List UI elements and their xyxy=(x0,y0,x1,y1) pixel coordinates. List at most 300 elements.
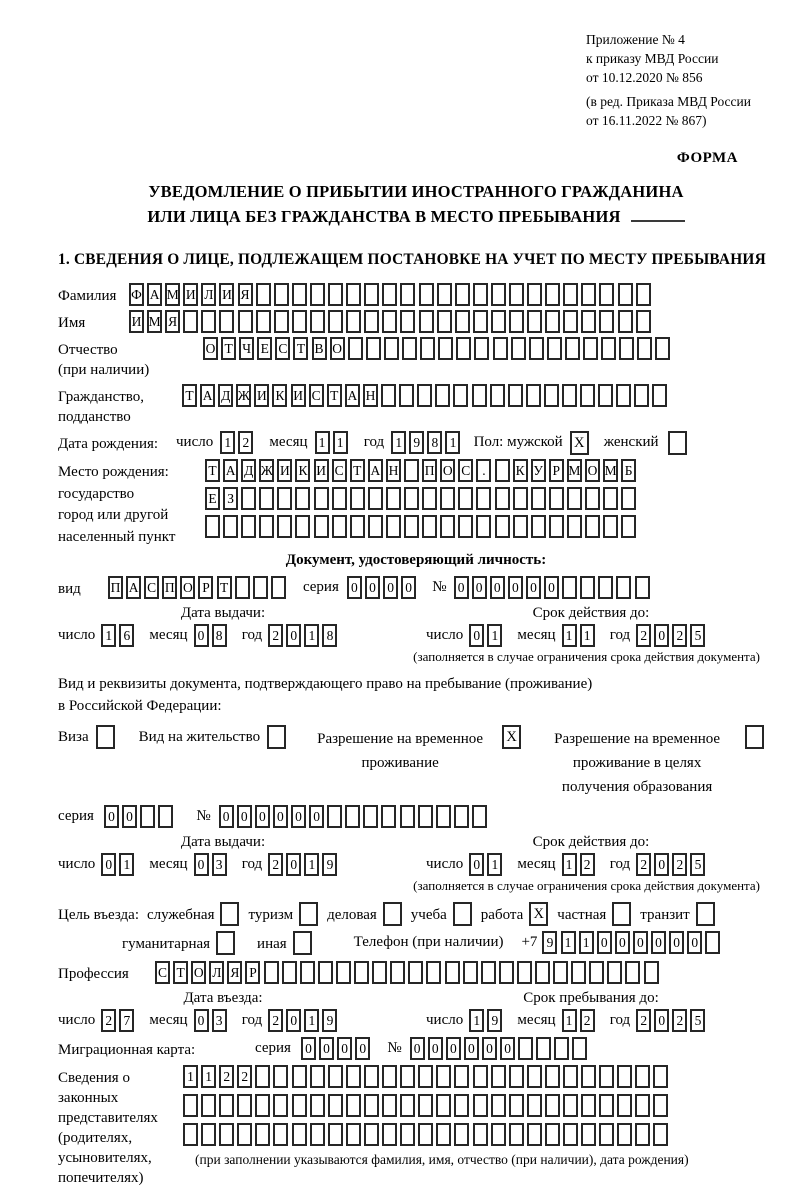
temp-residence-checkbox[interactable]: X xyxy=(502,725,521,749)
char-box[interactable] xyxy=(563,1123,578,1146)
char-box[interactable] xyxy=(549,515,564,538)
char-box[interactable] xyxy=(527,1065,542,1088)
char-box[interactable]: И xyxy=(219,283,234,306)
char-box[interactable] xyxy=(581,1123,596,1146)
char-box[interactable] xyxy=(292,1065,307,1088)
char-box[interactable] xyxy=(436,805,451,828)
char-box[interactable] xyxy=(348,337,363,360)
char-box[interactable] xyxy=(310,283,325,306)
char-box[interactable] xyxy=(635,1065,650,1088)
char-box[interactable]: С xyxy=(332,459,347,482)
char-box[interactable]: Л xyxy=(209,961,224,984)
char-box[interactable] xyxy=(499,961,514,984)
char-box[interactable] xyxy=(621,515,636,538)
char-box[interactable]: 0 xyxy=(687,931,702,954)
char-box[interactable]: К xyxy=(513,459,528,482)
char-box[interactable] xyxy=(440,487,455,510)
char-box[interactable] xyxy=(235,576,250,599)
char-box[interactable]: Л xyxy=(201,283,216,306)
char-box[interactable] xyxy=(201,310,216,333)
char-box[interactable] xyxy=(273,1065,288,1088)
char-box[interactable] xyxy=(400,310,415,333)
char-box[interactable]: 0 xyxy=(454,576,469,599)
char-box[interactable] xyxy=(418,1123,433,1146)
char-box[interactable]: К xyxy=(272,384,287,407)
char-box[interactable] xyxy=(382,283,397,306)
char-box[interactable] xyxy=(545,1123,560,1146)
char-box[interactable]: 5 xyxy=(690,1009,705,1032)
char-box[interactable] xyxy=(310,310,325,333)
char-box[interactable] xyxy=(368,487,383,510)
char-box[interactable] xyxy=(368,515,383,538)
char-box[interactable] xyxy=(400,805,415,828)
char-box[interactable] xyxy=(563,1065,578,1088)
char-box[interactable] xyxy=(581,310,596,333)
char-box[interactable]: 9 xyxy=(542,931,557,954)
char-box[interactable] xyxy=(436,1123,451,1146)
char-box[interactable] xyxy=(567,487,582,510)
char-box[interactable] xyxy=(636,283,651,306)
char-box[interactable] xyxy=(404,487,419,510)
visa-checkbox[interactable] xyxy=(96,725,115,749)
char-box[interactable]: 0 xyxy=(301,1037,316,1060)
char-box[interactable]: 1 xyxy=(119,853,134,876)
char-box[interactable] xyxy=(473,1065,488,1088)
char-box[interactable]: И xyxy=(254,384,269,407)
char-box[interactable]: И xyxy=(277,459,292,482)
char-box[interactable]: М xyxy=(165,283,180,306)
char-box[interactable]: 8 xyxy=(212,624,227,647)
char-box[interactable] xyxy=(223,515,238,538)
char-box[interactable] xyxy=(563,310,578,333)
char-box[interactable] xyxy=(346,1065,361,1088)
char-box[interactable]: О xyxy=(203,337,218,360)
char-box[interactable]: С xyxy=(309,384,324,407)
char-box[interactable]: 1 xyxy=(304,853,319,876)
char-box[interactable] xyxy=(601,337,616,360)
sex-female-checkbox[interactable] xyxy=(668,431,687,455)
char-box[interactable]: 0 xyxy=(544,576,559,599)
char-box[interactable]: 0 xyxy=(469,853,484,876)
char-box[interactable] xyxy=(314,515,329,538)
char-box[interactable]: 0 xyxy=(104,805,119,828)
char-box[interactable] xyxy=(327,805,342,828)
char-box[interactable]: 2 xyxy=(268,624,283,647)
char-box[interactable] xyxy=(493,337,508,360)
char-box[interactable] xyxy=(616,576,631,599)
char-box[interactable]: 1 xyxy=(333,431,348,454)
char-box[interactable]: Т xyxy=(327,384,342,407)
char-box[interactable] xyxy=(454,805,469,828)
char-box[interactable] xyxy=(495,515,510,538)
char-box[interactable] xyxy=(598,384,613,407)
char-box[interactable] xyxy=(535,961,550,984)
char-box[interactable] xyxy=(277,515,292,538)
char-box[interactable] xyxy=(655,337,670,360)
char-box[interactable]: С xyxy=(155,961,170,984)
char-box[interactable] xyxy=(295,487,310,510)
char-box[interactable]: 1 xyxy=(391,431,406,454)
char-box[interactable] xyxy=(237,1123,252,1146)
char-box[interactable]: 2 xyxy=(238,431,253,454)
char-box[interactable]: 2 xyxy=(237,1065,252,1088)
char-box[interactable]: 3 xyxy=(212,1009,227,1032)
char-box[interactable] xyxy=(705,931,720,954)
char-box[interactable] xyxy=(476,515,491,538)
char-box[interactable] xyxy=(545,1065,560,1088)
char-box[interactable] xyxy=(372,961,387,984)
char-box[interactable]: 0 xyxy=(219,805,234,828)
char-box[interactable]: 9 xyxy=(322,853,337,876)
char-box[interactable] xyxy=(531,515,546,538)
char-box[interactable]: М xyxy=(603,459,618,482)
char-box[interactable]: Р xyxy=(198,576,213,599)
char-box[interactable]: А xyxy=(126,576,141,599)
char-box[interactable]: Т xyxy=(205,459,220,482)
char-box[interactable] xyxy=(292,310,307,333)
char-box[interactable] xyxy=(513,487,528,510)
char-box[interactable]: 0 xyxy=(255,805,270,828)
char-box[interactable]: 1 xyxy=(315,431,330,454)
char-box[interactable] xyxy=(205,515,220,538)
purpose-work-checkbox[interactable]: X xyxy=(529,902,548,926)
purpose-transit-checkbox[interactable] xyxy=(696,902,715,926)
char-box[interactable]: 0 xyxy=(286,853,301,876)
char-box[interactable] xyxy=(474,337,489,360)
char-box[interactable]: 2 xyxy=(672,853,687,876)
char-box[interactable] xyxy=(536,1037,551,1060)
char-box[interactable]: Т xyxy=(173,961,188,984)
char-box[interactable]: О xyxy=(330,337,345,360)
char-box[interactable] xyxy=(295,515,310,538)
char-box[interactable]: Р xyxy=(245,961,260,984)
char-box[interactable] xyxy=(264,961,279,984)
char-box[interactable] xyxy=(420,337,435,360)
char-box[interactable] xyxy=(527,1123,542,1146)
char-box[interactable]: П xyxy=(422,459,437,482)
char-box[interactable]: 1 xyxy=(561,931,576,954)
char-box[interactable]: 0 xyxy=(355,1037,370,1060)
char-box[interactable] xyxy=(473,1094,488,1117)
char-box[interactable] xyxy=(183,1094,198,1117)
char-box[interactable]: 1 xyxy=(562,853,577,876)
char-box[interactable]: А xyxy=(345,384,360,407)
char-box[interactable] xyxy=(513,515,528,538)
char-box[interactable] xyxy=(545,1094,560,1117)
char-box[interactable]: 0 xyxy=(597,931,612,954)
char-box[interactable]: 1 xyxy=(101,624,116,647)
char-box[interactable] xyxy=(599,310,614,333)
char-box[interactable]: М xyxy=(147,310,162,333)
char-box[interactable] xyxy=(526,384,541,407)
char-box[interactable] xyxy=(618,310,633,333)
char-box[interactable] xyxy=(259,487,274,510)
char-box[interactable] xyxy=(617,1123,632,1146)
char-box[interactable] xyxy=(328,1094,343,1117)
char-box[interactable] xyxy=(241,515,256,538)
char-box[interactable] xyxy=(454,1094,469,1117)
char-box[interactable]: И xyxy=(129,310,144,333)
char-box[interactable]: Т xyxy=(221,337,236,360)
char-box[interactable] xyxy=(404,459,419,482)
char-box[interactable] xyxy=(458,515,473,538)
char-box[interactable]: Я xyxy=(165,310,180,333)
char-box[interactable] xyxy=(328,1123,343,1146)
char-box[interactable]: 0 xyxy=(654,853,669,876)
char-box[interactable]: М xyxy=(567,459,582,482)
char-box[interactable]: 0 xyxy=(615,931,630,954)
char-box[interactable]: 0 xyxy=(122,805,137,828)
char-box[interactable]: 1 xyxy=(487,624,502,647)
char-box[interactable] xyxy=(455,310,470,333)
purpose-humanitarian-checkbox[interactable] xyxy=(216,931,235,955)
char-box[interactable] xyxy=(509,1123,524,1146)
char-box[interactable]: 0 xyxy=(508,576,523,599)
char-box[interactable] xyxy=(346,283,361,306)
char-box[interactable] xyxy=(603,515,618,538)
char-box[interactable] xyxy=(345,805,360,828)
char-box[interactable] xyxy=(549,487,564,510)
char-box[interactable]: 1 xyxy=(445,431,460,454)
char-box[interactable] xyxy=(256,283,271,306)
char-box[interactable] xyxy=(472,384,487,407)
char-box[interactable]: 7 xyxy=(119,1009,134,1032)
char-box[interactable]: 0 xyxy=(194,1009,209,1032)
char-box[interactable]: 0 xyxy=(347,576,362,599)
char-box[interactable]: 2 xyxy=(268,1009,283,1032)
title-blank-line[interactable] xyxy=(631,218,685,222)
char-box[interactable] xyxy=(585,487,600,510)
char-box[interactable] xyxy=(336,961,351,984)
char-box[interactable]: 8 xyxy=(427,431,442,454)
char-box[interactable] xyxy=(619,337,634,360)
char-box[interactable] xyxy=(621,487,636,510)
char-box[interactable] xyxy=(511,337,526,360)
char-box[interactable] xyxy=(328,1065,343,1088)
char-box[interactable] xyxy=(328,310,343,333)
char-box[interactable]: 2 xyxy=(672,1009,687,1032)
char-box[interactable]: А xyxy=(147,283,162,306)
char-box[interactable]: 9 xyxy=(409,431,424,454)
char-box[interactable] xyxy=(644,961,659,984)
char-box[interactable] xyxy=(314,487,329,510)
char-box[interactable] xyxy=(400,1094,415,1117)
char-box[interactable] xyxy=(545,310,560,333)
char-box[interactable]: У xyxy=(531,459,546,482)
char-box[interactable] xyxy=(386,515,401,538)
char-box[interactable]: 0 xyxy=(500,1037,515,1060)
char-box[interactable]: Р xyxy=(549,459,564,482)
char-box[interactable] xyxy=(547,337,562,360)
char-box[interactable] xyxy=(241,487,256,510)
char-box[interactable]: 1 xyxy=(469,1009,484,1032)
char-box[interactable]: С xyxy=(458,459,473,482)
char-box[interactable] xyxy=(201,1123,216,1146)
char-box[interactable] xyxy=(635,576,650,599)
char-box[interactable] xyxy=(517,961,532,984)
char-box[interactable] xyxy=(572,1037,587,1060)
char-box[interactable] xyxy=(599,1094,614,1117)
char-box[interactable] xyxy=(363,805,378,828)
char-box[interactable]: 0 xyxy=(654,624,669,647)
char-box[interactable]: 1 xyxy=(487,853,502,876)
char-box[interactable] xyxy=(382,1123,397,1146)
char-box[interactable]: О xyxy=(440,459,455,482)
char-box[interactable] xyxy=(607,961,622,984)
char-box[interactable] xyxy=(219,1123,234,1146)
char-box[interactable]: 6 xyxy=(119,624,134,647)
char-box[interactable] xyxy=(456,337,471,360)
char-box[interactable] xyxy=(350,487,365,510)
char-box[interactable] xyxy=(580,576,595,599)
char-box[interactable] xyxy=(473,283,488,306)
char-box[interactable]: С xyxy=(275,337,290,360)
char-box[interactable] xyxy=(518,1037,533,1060)
char-box[interactable] xyxy=(438,337,453,360)
char-box[interactable]: 0 xyxy=(490,576,505,599)
char-box[interactable] xyxy=(390,961,405,984)
char-box[interactable] xyxy=(273,1094,288,1117)
char-box[interactable] xyxy=(292,1094,307,1117)
char-box[interactable] xyxy=(418,1094,433,1117)
char-box[interactable] xyxy=(436,1094,451,1117)
char-box[interactable] xyxy=(454,1065,469,1088)
char-box[interactable] xyxy=(562,576,577,599)
char-box[interactable] xyxy=(625,961,640,984)
char-box[interactable]: Т xyxy=(217,576,232,599)
char-box[interactable] xyxy=(381,384,396,407)
char-box[interactable] xyxy=(408,961,423,984)
char-box[interactable] xyxy=(436,1065,451,1088)
char-box[interactable]: 0 xyxy=(401,576,416,599)
char-box[interactable] xyxy=(491,283,506,306)
char-box[interactable] xyxy=(318,961,333,984)
char-box[interactable] xyxy=(400,1123,415,1146)
char-box[interactable] xyxy=(201,1094,216,1117)
char-box[interactable]: 2 xyxy=(101,1009,116,1032)
char-box[interactable] xyxy=(583,337,598,360)
char-box[interactable] xyxy=(531,487,546,510)
char-box[interactable] xyxy=(310,1123,325,1146)
char-box[interactable] xyxy=(435,384,450,407)
char-box[interactable] xyxy=(454,1123,469,1146)
char-box[interactable] xyxy=(509,1065,524,1088)
char-box[interactable] xyxy=(255,1065,270,1088)
char-box[interactable]: 0 xyxy=(654,1009,669,1032)
char-box[interactable] xyxy=(529,337,544,360)
char-box[interactable] xyxy=(581,1065,596,1088)
char-box[interactable] xyxy=(292,1123,307,1146)
char-box[interactable]: 0 xyxy=(194,853,209,876)
char-box[interactable] xyxy=(426,961,441,984)
char-box[interactable] xyxy=(300,961,315,984)
char-box[interactable]: 2 xyxy=(636,853,651,876)
sex-male-checkbox[interactable]: X xyxy=(570,431,589,455)
char-box[interactable]: Н xyxy=(386,459,401,482)
purpose-tourism-checkbox[interactable] xyxy=(299,902,318,926)
char-box[interactable] xyxy=(364,1123,379,1146)
char-box[interactable]: 0 xyxy=(319,1037,334,1060)
char-box[interactable]: 3 xyxy=(212,853,227,876)
char-box[interactable] xyxy=(364,310,379,333)
purpose-other-checkbox[interactable] xyxy=(293,931,312,955)
char-box[interactable]: Е xyxy=(205,487,220,510)
char-box[interactable]: 1 xyxy=(183,1065,198,1088)
temp-residence-education-checkbox[interactable] xyxy=(745,725,764,749)
char-box[interactable]: Ф xyxy=(129,283,144,306)
char-box[interactable] xyxy=(527,310,542,333)
char-box[interactable] xyxy=(599,1065,614,1088)
char-box[interactable] xyxy=(382,1065,397,1088)
char-box[interactable]: Т xyxy=(350,459,365,482)
char-box[interactable] xyxy=(422,515,437,538)
char-box[interactable]: И xyxy=(314,459,329,482)
char-box[interactable]: 0 xyxy=(410,1037,425,1060)
char-box[interactable]: 1 xyxy=(562,624,577,647)
char-box[interactable] xyxy=(253,576,268,599)
char-box[interactable] xyxy=(635,1094,650,1117)
char-box[interactable]: 2 xyxy=(636,624,651,647)
residence-permit-checkbox[interactable] xyxy=(267,725,286,749)
char-box[interactable]: 1 xyxy=(580,624,595,647)
char-box[interactable] xyxy=(219,310,234,333)
char-box[interactable]: 0 xyxy=(428,1037,443,1060)
char-box[interactable] xyxy=(418,1065,433,1088)
char-box[interactable] xyxy=(616,384,631,407)
char-box[interactable] xyxy=(271,576,286,599)
char-box[interactable] xyxy=(346,1123,361,1146)
char-box[interactable] xyxy=(491,1065,506,1088)
char-box[interactable]: 0 xyxy=(309,805,324,828)
char-box[interactable]: Б xyxy=(621,459,636,482)
char-box[interactable] xyxy=(652,384,667,407)
char-box[interactable] xyxy=(617,1094,632,1117)
char-box[interactable] xyxy=(567,515,582,538)
char-box[interactable] xyxy=(332,515,347,538)
char-box[interactable] xyxy=(384,337,399,360)
char-box[interactable]: 0 xyxy=(237,805,252,828)
char-box[interactable] xyxy=(476,487,491,510)
char-box[interactable]: П xyxy=(162,576,177,599)
char-box[interactable] xyxy=(382,1094,397,1117)
char-box[interactable] xyxy=(481,961,496,984)
char-box[interactable] xyxy=(473,1123,488,1146)
char-box[interactable] xyxy=(581,283,596,306)
char-box[interactable] xyxy=(259,515,274,538)
char-box[interactable] xyxy=(404,515,419,538)
char-box[interactable] xyxy=(350,515,365,538)
char-box[interactable] xyxy=(509,310,524,333)
char-box[interactable] xyxy=(381,805,396,828)
char-box[interactable] xyxy=(400,1065,415,1088)
char-box[interactable]: И xyxy=(291,384,306,407)
char-box[interactable] xyxy=(491,1094,506,1117)
purpose-study-checkbox[interactable] xyxy=(453,902,472,926)
char-box[interactable]: 1 xyxy=(304,1009,319,1032)
char-box[interactable] xyxy=(581,1094,596,1117)
char-box[interactable] xyxy=(634,384,649,407)
char-box[interactable] xyxy=(599,1123,614,1146)
char-box[interactable]: Е xyxy=(257,337,272,360)
char-box[interactable] xyxy=(274,310,289,333)
char-box[interactable] xyxy=(419,310,434,333)
char-box[interactable] xyxy=(237,1094,252,1117)
char-box[interactable] xyxy=(277,487,292,510)
char-box[interactable] xyxy=(589,961,604,984)
char-box[interactable]: А xyxy=(368,459,383,482)
char-box[interactable] xyxy=(618,283,633,306)
char-box[interactable]: 8 xyxy=(322,624,337,647)
